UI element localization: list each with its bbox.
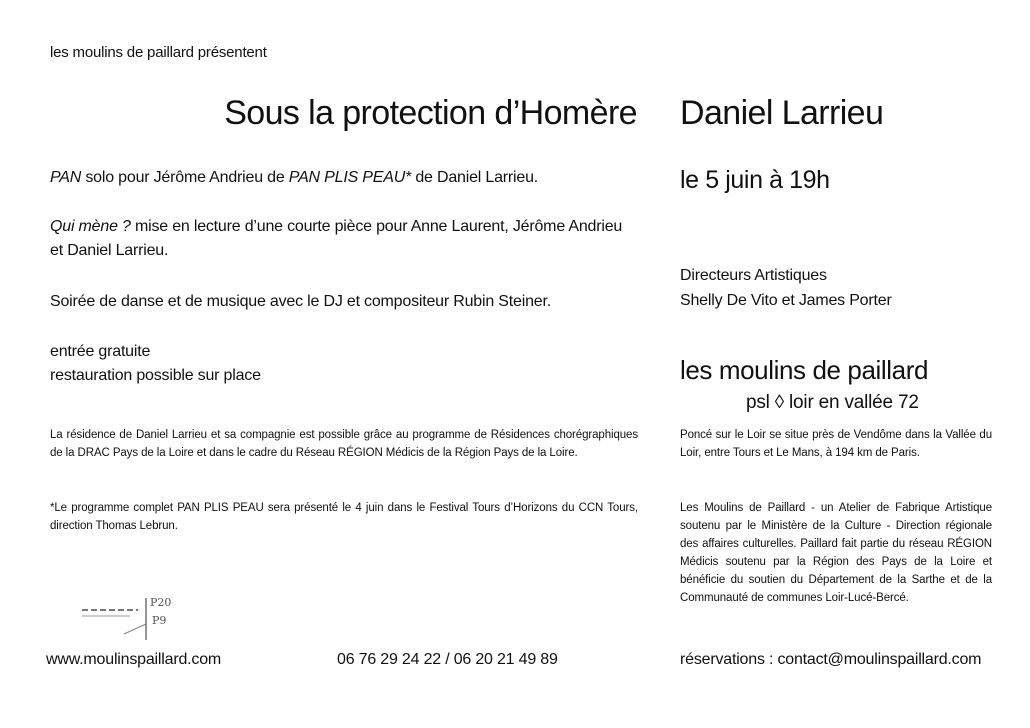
venue-place: psl ◊ loir en vallée 72 xyxy=(746,392,919,413)
program-pan xyxy=(50,166,638,190)
qui-mene-description: mise en lecture d’une courte pièce pour Anne Laurent, Jérôme Andrieu et Daniel Larrieu. xyxy=(50,218,623,259)
free-entry: entrée gratuite xyxy=(50,343,151,360)
programme-footnote: *Le programme complet PAN PLIS PEAU sera présenté le 4 juin dans le Festival Tours d’Horizons du CCN Tours, direction Thomas Lebrun. xyxy=(50,502,638,532)
directors-names: Shelly De Vito et James Porter xyxy=(680,292,892,309)
pan-description: solo pour Jérôme Andrieu de xyxy=(81,169,289,186)
program-qui-mene xyxy=(50,215,638,263)
show-title: Sous la protection d’Homère xyxy=(224,94,637,132)
moulins-paillard-logo-icon xyxy=(80,590,190,642)
pan-author: de Daniel Larrieu. xyxy=(411,169,539,186)
artist-name: Daniel Larrieu xyxy=(680,94,884,132)
qui-mene-title: Qui mène ? xyxy=(50,218,131,235)
venue-name: les moulins de paillard xyxy=(680,355,929,385)
website-link[interactable]: www.moulinspaillard.com xyxy=(46,651,222,668)
pan-title: PAN xyxy=(50,169,82,186)
venue-about: Les Moulins de Paillard - un Atelier de Fabrique Artistique soutenu par le Ministère de la Culture - Direction régionale des affaires culturelles. Paillard fait partie du réseau RÉGION Médicis soutenu par la Région des Pays de la Loire et bénéficie du soutien du Département de la Sarthe et de la Communauté de communes Loir-Lucé-Bercé. xyxy=(680,502,992,604)
phone-numbers: 06 76 29 24 22 / 06 20 21 49 89 xyxy=(337,651,558,668)
program-soiree: Soirée de danse et de musique avec le DJ et compositeur Rubin Steiner. xyxy=(50,293,551,310)
svg-text:P9: P9 xyxy=(152,614,167,627)
presenter-line: les moulins de paillard présentent xyxy=(50,44,267,61)
catering-info: restauration possible sur place xyxy=(50,367,261,384)
residence-note: La résidence de Daniel Larrieu et sa compagnie est possible grâce au programme de Résidences chorégraphiques de la DRAC Pays de la Loire et dans le cadre du Réseau RÉGION Médicis de la Région Pays de la Loire. xyxy=(50,429,638,459)
directors-heading: Directeurs Artistiques xyxy=(680,267,827,284)
svg-text:P20: P20 xyxy=(150,596,172,609)
reservations-contact[interactable]: réservations : contact@moulinspaillard.com xyxy=(680,651,982,668)
practical-info xyxy=(50,340,638,388)
event-date: le 5 juin à 19h xyxy=(680,166,830,194)
artistic-directors xyxy=(680,263,992,313)
venue-location: Poncé sur le Loir se situe près de Vendôme dans la Vallée du Loir, entre Tours et Le Mans, à 194 km de Paris. xyxy=(680,429,992,459)
pan-plis-peau-title: PAN PLIS PEAU* xyxy=(288,169,412,186)
